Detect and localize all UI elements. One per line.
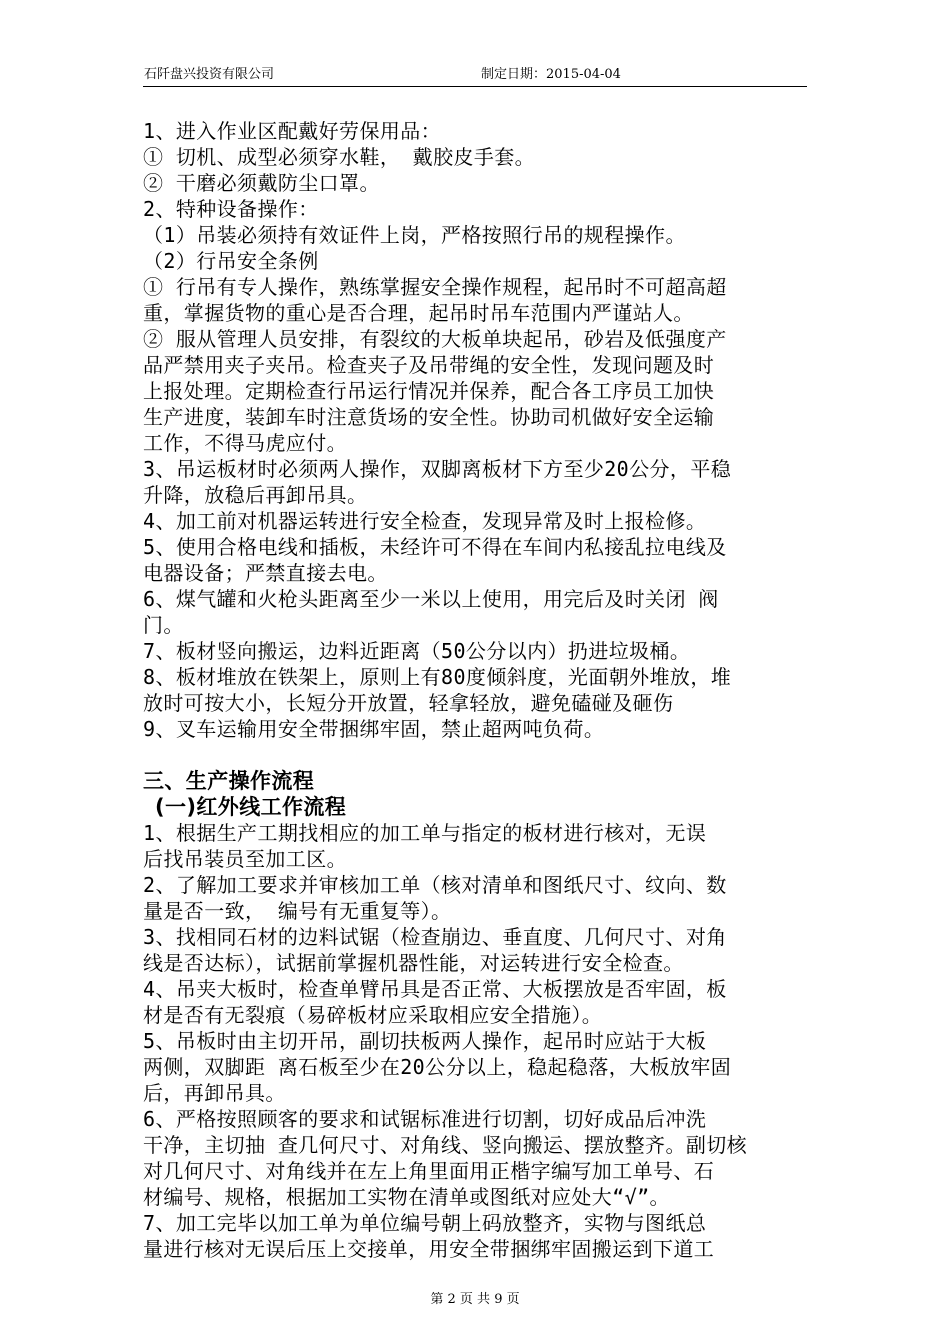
- rule-line: （1）吊装必须持有效证件上岗，严格按照行吊的规程操作。: [143, 223, 686, 247]
- document-body: [143, 118, 807, 1262]
- rule-line: 电器设备；严禁直接去电。: [143, 561, 388, 585]
- workflow-line: 后找吊装员至加工区。: [143, 847, 347, 871]
- subsection-title: (一)红外线工作流程: [155, 795, 347, 819]
- workflow-line: 5、吊板时由主切开吊，副切扶板两人操作，起吊时应站于大板: [143, 1029, 707, 1053]
- workflow-line: 量进行核对无误后压上交接单，用安全带捆绑牢固搬运到下道工: [143, 1237, 715, 1261]
- workflow-line: 6、严格按照顾客的要求和试锯标准进行切割，切好成品后冲洗: [143, 1107, 707, 1131]
- creation-date: 制定日期：2015-04-04: [481, 67, 621, 82]
- rule-line: 工作，不得马虎应付。: [143, 431, 347, 455]
- rule-line: ① 切机、成型必须穿水鞋， 戴胶皮手套。: [143, 145, 536, 169]
- workflow-line: 4、吊夹大板时，检查单臂吊具是否正常、大板摆放是否牢固，板: [143, 977, 727, 1001]
- rule-line: 门。: [143, 613, 184, 637]
- rule-line: 4、加工前对机器运转进行安全检查，发现异常及时上报检修。: [143, 509, 707, 533]
- section-title: 三、生产操作流程: [143, 769, 315, 793]
- page-header: [143, 64, 807, 87]
- rule-line: 品严禁用夹子夹吊。检查夹子及吊带绳的安全性，发现问题及时: [143, 353, 715, 377]
- infrared-workflow-list: [143, 820, 807, 1262]
- rule-line: ① 行吊有专人操作，熟练掌握安全操作规程，起吊时不可超高超: [143, 275, 727, 299]
- rule-line: 升降，放稳后再卸吊具。: [143, 483, 368, 507]
- safety-rules-list: [143, 118, 807, 742]
- spacer: [143, 742, 807, 768]
- rule-line: ② 服从管理人员安排，有裂纹的大板单块起吊，砂岩及低强度产: [143, 327, 727, 351]
- workflow-line: 材编号、规格，根据加工实物在清单或图纸对应处大“√”。: [143, 1185, 670, 1209]
- workflow-line: 后，再卸吊具。: [143, 1081, 286, 1105]
- rule-line: 6、煤气罐和火枪头距离至少一米以上使用，用完后及时关闭 阀: [143, 587, 719, 611]
- rule-line: 2、特种设备操作：: [143, 197, 319, 221]
- rule-line: 9、叉车运输用安全带捆绑牢固，禁止超两吨负荷。: [143, 717, 605, 741]
- workflow-line: 材是否有无裂痕（易碎板材应采取相应安全措施）。: [143, 1003, 603, 1027]
- workflow-line: 干净，主切抽 查几何尺寸、对角线、竖向搬运、摆放整齐。副切核: [143, 1133, 748, 1157]
- workflow-line: 7、加工完毕以加工单为单位编号朝上码放整齐，实物与图纸总: [143, 1211, 707, 1235]
- workflow-line: 2、了解加工要求并审核加工单（核对清单和图纸尺寸、纹向、数: [143, 873, 727, 897]
- rule-line: （2）行吊安全条例: [143, 249, 319, 273]
- workflow-line: 两侧，双脚距 离石板至少在20公分以上，稳起稳落，大板放牢固: [143, 1055, 732, 1079]
- rule-line: 5、使用合格电线和插板，未经许可不得在车间内私接乱拉电线及: [143, 535, 727, 559]
- workflow-line: 3、找相同石材的边料试锯（检查崩边、垂直度、几何尺寸、对角: [143, 925, 727, 949]
- rule-line: 上报处理。定期检查行吊运行情况并保养，配合各工序员工加快: [143, 379, 715, 403]
- page-footer: 第 2 页 共 9 页: [430, 1292, 520, 1307]
- workflow-line: 1、根据生产工期找相应的加工单与指定的板材进行核对，无误: [143, 821, 707, 845]
- rule-line: 放时可按大小，长短分开放置，轻拿轻放，避免磕碰及砸伤: [143, 691, 674, 715]
- company-name: 石阡盘兴投资有限公司: [144, 67, 275, 82]
- rule-line: ② 干磨必须戴防尘口罩。: [143, 171, 380, 195]
- rule-line: 7、板材竖向搬运，边料近距离（50公分以内）扔进垃圾桶。: [143, 639, 691, 663]
- workflow-line: 量是否一致， 编号有无重复等）。: [143, 899, 452, 923]
- workflow-line: 对几何尺寸、对角线并在左上角里面用正楷字编写加工单号、石: [143, 1159, 715, 1183]
- rule-line: 8、板材堆放在铁架上，原则上有80度倾斜度，光面朝外堆放，堆: [143, 665, 732, 689]
- rule-line: 3、吊运板材时必须两人操作，双脚离板材下方至少20公分，平稳: [143, 457, 732, 481]
- rule-line: 重，掌握货物的重心是否合理，起吊时吊车范围内严谨站人。: [143, 301, 694, 325]
- rule-line: 1、进入作业区配戴好劳保用品：: [143, 119, 442, 143]
- workflow-line: 线是否达标），试据前掌握机器性能，对运转进行安全检查。: [143, 951, 684, 975]
- rule-line: 生产进度，装卸车时注意货场的安全性。协助司机做好安全运输: [143, 405, 715, 429]
